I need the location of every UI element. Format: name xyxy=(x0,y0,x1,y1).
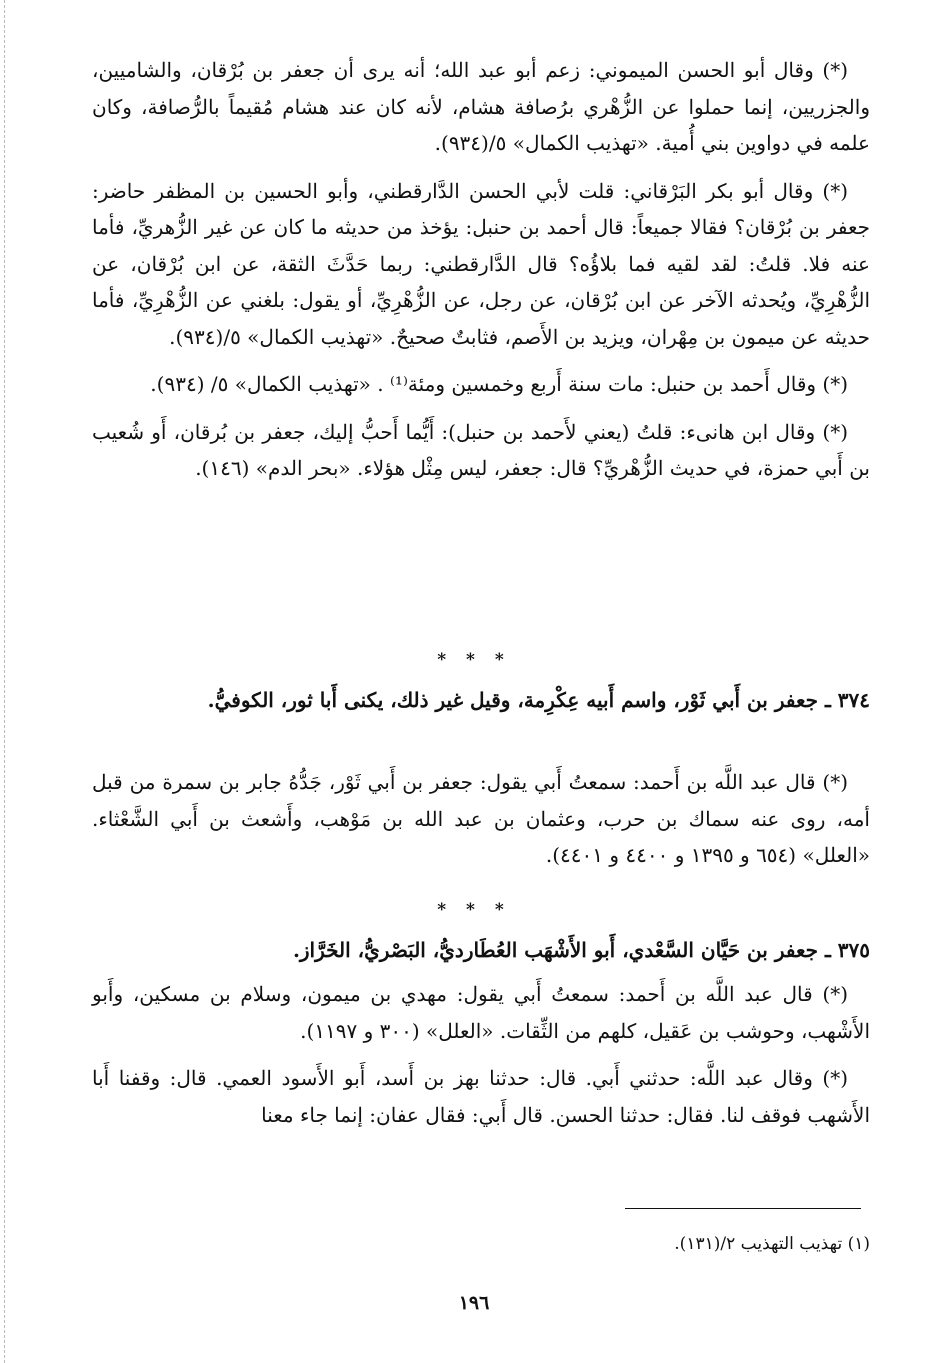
page-number: ١٩٦ xyxy=(458,1292,490,1314)
section-divider: * * * xyxy=(437,900,511,920)
page-binding-edge xyxy=(4,0,5,1363)
entry-375-heading: ٣٧٥ ـ جعفر بن حَيَّان السَّعْدي، أَبو الأَشْهَب العُطَارديُّ، البَصْريُّ، الخَرَّاز. xyxy=(292,938,870,962)
entry-375-paragraph-thiqat: (*) قال عبد اللَّه بن أَحمد: سمعتُ أَبي يقول: مهدي بن ميمون، وسلام بن مسكين، وأَبو الأَشْهب، وحوشب بن عَقيل، كلهم من الثِّقات. «العلل» (٣٠٠ و ١١٩٧). xyxy=(92,982,870,1043)
entry-375-paragraph-abul-ashhab: (*) وقال عبد اللَّه: حدثني أَبي. قال: حدثنا بهز بن أَسد، أَبو الأَسود العمي. قال: وقفنا أَبا الأَشهب فوقف لنا. فقال: حدثنا الحسن. قال أَبي: فقال عفان: إنما جاء معنا xyxy=(92,1066,870,1127)
section-divider: * * * xyxy=(437,650,511,670)
paragraph-barqani: (*) وقال أبو بكر البَرْقاني: قلت لأبي الحسن الدَّارقطني، وأبو الحسين بن المظفر حاضر: جعفر بن بُرْقان؟ فقالا جميعاً: قال أحمد بن حنبل: يؤخذ من حديثه ما كان عن غير الزُّهريِّ، فأما عنه فلا. قلتُ: لقد لقيه فما بلاؤُه؟ قال الدَّارقطني: ربما حَدَّثَ الثقة، عن ابن بُرْقان، عن الزُّهْرِيِّ، ويُحدثه الآخر عن ابن بُرْقان، عن رجل، عن الزُّهْرِيِّ، أو يقول: بلغني عن الزُّهْرِيِّ، فأما حديثه عن ميمون بن مِهْران، ويزيد بن الأَصم، فثابتٌ صحيحٌ. «تهذيب الكمال» ٥/(٩٣٤). xyxy=(92,178,870,349)
top-section xyxy=(92,52,870,498)
footnote-separator xyxy=(625,1208,861,1209)
entry-374-body xyxy=(92,764,870,885)
entry-374-heading: ٣٧٤ ـ جعفر بن أَبي ثَوْر، واسم أَبيه عِكْرِمة، وقيل غير ذلك، يكنى أَبا ثور، الكوفيُّ. xyxy=(207,688,870,712)
paragraph-ahmad-death: (*) وقال أَحمد بن حنبل: مات سنة أَربع وخمسين ومئة⁽¹⁾ . «تهذيب الكمال» ٥/ (٩٣٤). xyxy=(150,372,848,396)
entry-375-body xyxy=(92,976,870,1144)
paragraph-maimuni: (*) وقال أبو الحسن الميموني: زعم أبو عبد الله؛ أنه يرى أن جعفر بن بُرْقان، والشاميين، والجزريين، إنما حملوا عن الزُّهْري برُصافة هشام، لأنه كان عند هشام مُقيماً بالرُّصافة، وكان علمه في دواوين بني أُمية. «تهذيب الكمال» ٥/(٩٣٤). xyxy=(92,58,870,155)
entry-374-paragraph: (*) قال عبد اللَّه بن أَحمد: سمعتُ أَبي يقول: جعفر بن أَبي ثَوْر، جَدُّهُ جابر بن سمرة من قبل أمه، روى عنه سماك بن حرب، وعثمان بن عبد الله بن مَوْهب، وأَشعث بن أَبي الشَّعْثاء. «العلل» (٦٥٤ و ١٣٩٥ و ٤٤٠٠ و ٤٤٠١). xyxy=(92,770,870,867)
paragraph-ibn-hani: (*) وقال ابن هانىء: قلتُ (يعني لأَحمد بن حنبل): أَيُّما أَحبُّ إليك، جعفر بن بُرقان، أَو شُعيب بن أَبي حمزة، في حديث الزُّهْريِّ؟ قال: جعفر، ليس مِثْل هؤلاء. «بحر الدم» (١٤٦). xyxy=(92,419,870,480)
footnote: (١) تهذيب التهذيب ٢/(١٣١). xyxy=(674,1234,870,1254)
